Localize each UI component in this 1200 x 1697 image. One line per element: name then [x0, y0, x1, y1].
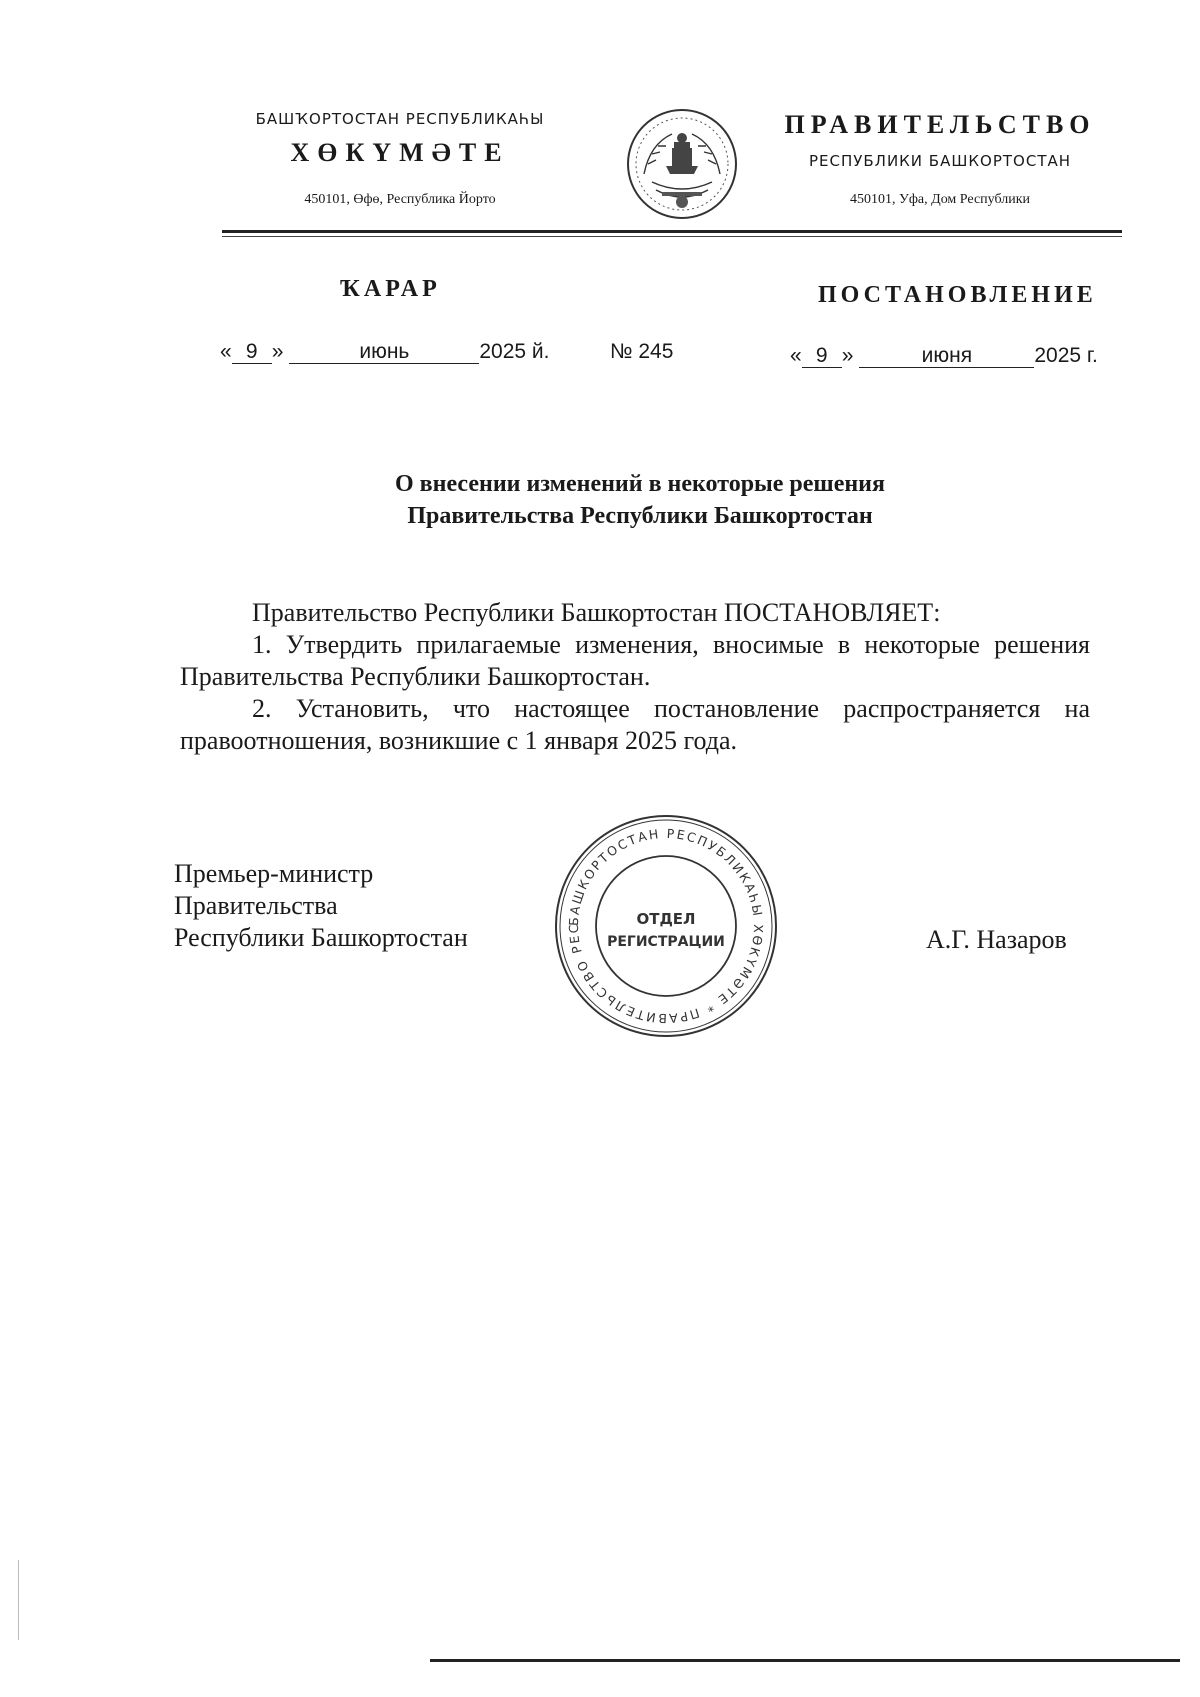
document-number: № 245 — [610, 340, 674, 363]
document-body — [180, 597, 1090, 757]
date-left — [220, 340, 550, 364]
date-left-month: июнь — [289, 341, 479, 364]
header-left-address: 450101, Өфө, Республика Йорто — [304, 192, 496, 207]
signatory-position-line1: Премьер-министр — [174, 859, 374, 888]
date-left-year: 2025 й. — [479, 340, 550, 363]
date-left-open-quote: « — [220, 340, 232, 363]
date-right — [790, 344, 1098, 368]
scan-bottom-rule — [430, 1659, 1180, 1662]
header-right-address: 450101, Уфа, Дом Республики — [849, 192, 1031, 207]
header-rule-thick — [222, 230, 1122, 233]
date-left-day: 9 — [232, 341, 272, 364]
stamp-center-line1: ОТДЕЛ — [636, 910, 696, 928]
signatory-position — [174, 858, 468, 954]
date-right-year: 2025 г. — [1034, 344, 1098, 367]
header-left-line2: ХӨКҮМӘТЕ — [290, 138, 510, 167]
signatory-position-line2: Правительства — [174, 891, 338, 920]
date-right-month: июня — [859, 345, 1034, 368]
date-left-close-quote: » — [271, 340, 284, 363]
signatory-position-line3: Республики Башкортостан — [174, 923, 468, 952]
document-title-line2: Правительства Республики Башкортостан — [407, 503, 873, 529]
body-item-1: 1. Утвердить прилагаемые изменения, вносимые в некоторые решения Правительства Республики Башкортостан. — [180, 630, 1090, 691]
body-intro: Правительство Республики Башкортостан ПОСТАНОВЛЯЕТ: — [252, 598, 941, 627]
doc-type-right: ПОСТАНОВЛЕНИЕ — [818, 282, 1097, 308]
scan-edge-mark — [18, 1560, 19, 1640]
document-title — [200, 468, 1080, 532]
header-rule-thin — [222, 236, 1122, 237]
stamp-outer-text: БАШКОРТОСТАН РЕСПУБЛИКАҺЫ ХӨКҮМӘТЕ * ПРАВИТЕЛЬСТВО РЕС — [565, 825, 767, 1027]
date-right-close-quote: » — [841, 344, 854, 367]
date-right-day: 9 — [802, 345, 842, 368]
registration-stamp — [552, 812, 780, 1040]
date-right-open-quote: « — [790, 344, 802, 367]
coat-of-arms-icon — [622, 104, 742, 224]
header-right-line2: РЕСПУБЛИКИ БАШКОРТОСТАН — [808, 152, 1072, 170]
header-right-line1: ПРАВИТЕЛЬСТВО — [784, 110, 1096, 139]
header-left-line1: БАШҠОРТОСТАН РЕСПУБЛИКАҺЫ — [255, 110, 545, 128]
stamp-center-line2: РЕГИСТРАЦИИ — [607, 934, 725, 950]
document-title-line1: О внесении изменений в некоторые решения — [395, 471, 885, 497]
body-item-2: 2. Установить, что настоящее постановление распространяется на правоотношения, возникшие с 1 января 2025 года. — [180, 694, 1090, 755]
doc-type-left: ҠАРАР — [340, 276, 441, 302]
signatory-name: А.Г. Назаров — [926, 925, 1067, 954]
